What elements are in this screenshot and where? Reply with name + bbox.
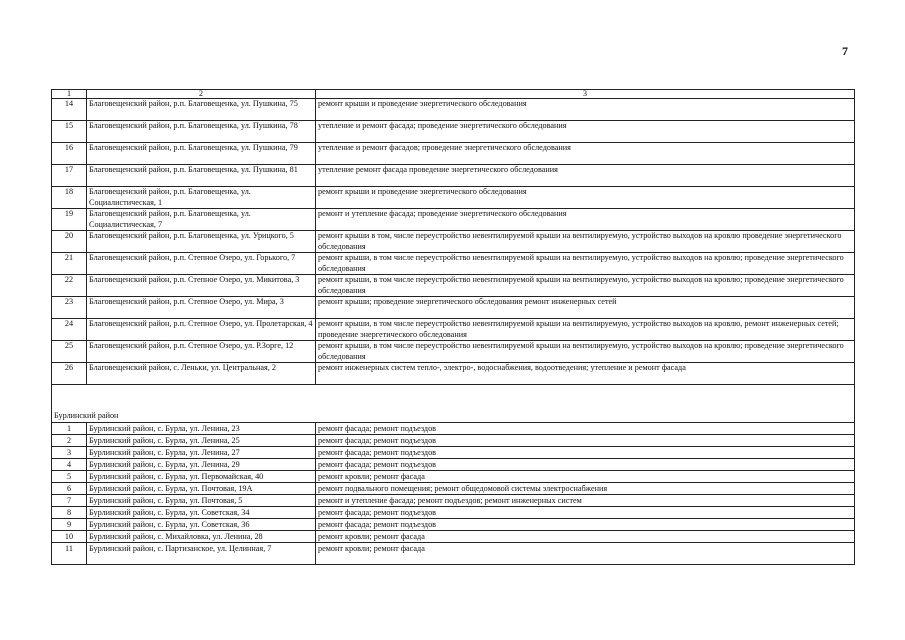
address-cell: Благовещенский район, р.п. Благовещенка, ул. Социалистическая, 7 <box>87 209 316 231</box>
address-cell: Бурлинский район, с. Бурла, ул. Советская, 36 <box>87 518 316 530</box>
table-row <box>52 458 855 470</box>
work-cell: ремонт фасада; ремонт подъездов <box>316 434 855 446</box>
table-row <box>52 297 855 319</box>
address-cell: Благовещенский район, р.п. Степное Озеро, ул. Горького, 7 <box>87 253 316 275</box>
table-row <box>52 231 855 253</box>
address-cell: Благовещенский район, р.п. Степное Озеро, ул. Р.Зорге, 12 <box>87 341 316 363</box>
work-cell: ремонт фасада; ремонт подъездов <box>316 506 855 518</box>
page-number: 7 <box>842 44 848 58</box>
table-row <box>52 446 855 458</box>
address-cell: Благовещенский район, с. Леньки, ул. Центральная, 2 <box>87 363 316 385</box>
table-row <box>52 99 855 121</box>
row-number-cell: 7 <box>52 494 87 506</box>
work-cell: ремонт крыши, в том числе переустройство невентилируемой крыши на вентилируемую, устройство выходов на кровлю, ремонт инженерных сетей; проведение энергетического обследования <box>316 319 855 341</box>
row-number-cell: 16 <box>52 143 87 165</box>
row-number-cell: 17 <box>52 165 87 187</box>
address-cell: Благовещенский район, р.п. Благовещенка, ул. Пушкина, 81 <box>87 165 316 187</box>
header-cell: 3 <box>316 90 855 99</box>
row-number-cell: 15 <box>52 121 87 143</box>
row-number-cell: 14 <box>52 99 87 121</box>
address-cell: Благовещенский район, р.п. Степное Озеро, ул. Микитова, 3 <box>87 275 316 297</box>
work-cell: ремонт фасада; ремонт подъездов <box>316 458 855 470</box>
work-cell: ремонт фасада; ремонт подъездов <box>316 446 855 458</box>
table-row <box>52 187 855 209</box>
row-number-cell: 6 <box>52 482 87 494</box>
row-number-cell: 23 <box>52 297 87 319</box>
address-cell: Бурлинский район, с. Бурла, ул. Ленина, 29 <box>87 458 316 470</box>
row-number-cell: 11 <box>52 542 87 564</box>
work-cell: утепление и ремонт фасада; проведение энергетического обследования <box>316 121 855 143</box>
address-cell: Бурлинский район, с. Михайловка, ул. Ленина, 28 <box>87 530 316 542</box>
row-number-cell: 1 <box>52 422 87 434</box>
district-heading-row <box>52 411 855 422</box>
table-row <box>52 121 855 143</box>
work-cell: ремонт фасада; ремонт подъездов <box>316 422 855 434</box>
row-number-cell: 20 <box>52 231 87 253</box>
table-row <box>52 209 855 231</box>
table-row <box>52 482 855 494</box>
table-row <box>52 319 855 341</box>
address-cell: Бурлинский район, с. Бурла, ул. Первомайская, 40 <box>87 470 316 482</box>
table-row <box>52 341 855 363</box>
work-cell: ремонт и утепление фасада; проведение энергетического обследования <box>316 209 855 231</box>
row-number-cell: 18 <box>52 187 87 209</box>
address-cell: Благовещенский район, р.п. Благовещенка, ул. Пушкина, 78 <box>87 121 316 143</box>
work-cell: ремонт крыши, в том числе переустройство невентилируемой крыши на вентилируемую, устройство выходов на кровлю; проведение энергетического обследования <box>316 253 855 275</box>
work-cell: утепление и ремонт фасадов; проведение энергетического обследования <box>316 143 855 165</box>
row-number-cell: 2 <box>52 434 87 446</box>
row-number-cell: 10 <box>52 530 87 542</box>
table-header-row <box>52 90 855 99</box>
spacer-cell <box>52 385 855 412</box>
address-cell: Бурлинский район, с. Бурла, ул. Советская, 34 <box>87 506 316 518</box>
row-number-cell: 21 <box>52 253 87 275</box>
address-cell: Бурлинский район, с. Партизанское, ул. Целинная, 7 <box>87 542 316 564</box>
repair-program-table <box>51 89 855 565</box>
work-cell: ремонт крыши; проведение энергетического обследования ремонт инженерных сетей <box>316 297 855 319</box>
work-cell: ремонт крыши и проведение энергетического обследования <box>316 187 855 209</box>
table-row <box>52 422 855 434</box>
work-cell: ремонт кровли; ремонт фасада <box>316 470 855 482</box>
table-row <box>52 470 855 482</box>
district-title: Бурлинский район <box>52 411 855 422</box>
row-number-cell: 26 <box>52 363 87 385</box>
table-row <box>52 434 855 446</box>
header-cell: 2 <box>87 90 316 99</box>
row-number-cell: 5 <box>52 470 87 482</box>
address-cell: Бурлинский район, с. Бурла, ул. Почтовая, 5 <box>87 494 316 506</box>
row-number-cell: 4 <box>52 458 87 470</box>
table-row <box>52 275 855 297</box>
work-cell: утепление ремонт фасада проведение энергетического обследования <box>316 165 855 187</box>
work-cell: ремонт крыши, в том числе переустройство невентилируемой крыши на вентилируемую, устройство выходов на кровлю; проведение энергетического обследования <box>316 341 855 363</box>
address-cell: Благовещенский район, р.п. Степное Озеро, ул. Мира, 3 <box>87 297 316 319</box>
row-number-cell: 9 <box>52 518 87 530</box>
table-row <box>52 530 855 542</box>
address-cell: Благовещенский район, р.п. Благовещенка, ул. Пушкина, 75 <box>87 99 316 121</box>
table-row <box>52 253 855 275</box>
address-cell: Бурлинский район, с. Бурла, ул. Ленина, 23 <box>87 422 316 434</box>
table-row <box>52 165 855 187</box>
address-cell: Бурлинский район, с. Бурла, ул. Ленина, 27 <box>87 446 316 458</box>
work-cell: ремонт крыши, в том числе переустройство невентилируемой крыши на вентилируемую, устройство выходов на кровлю; проведение энергетического обследования <box>316 275 855 297</box>
address-cell: Благовещенский район, р.п. Благовещенка, ул. Урицкого, 5 <box>87 231 316 253</box>
work-cell: ремонт инженерных систем тепло-, электро-, водоснабжения, водоотведения; утепление и ремонт фасада <box>316 363 855 385</box>
table-row <box>52 506 855 518</box>
address-cell: Благовещенский район, р.п. Благовещенка, ул. Социалистическая, 1 <box>87 187 316 209</box>
address-cell: Бурлинский район, с. Бурла, ул. Ленина, 25 <box>87 434 316 446</box>
header-cell: 1 <box>52 90 87 99</box>
work-cell: ремонт фасада; ремонт подъездов <box>316 518 855 530</box>
row-number-cell: 3 <box>52 446 87 458</box>
row-number-cell: 22 <box>52 275 87 297</box>
work-cell: ремонт и утепление фасада; ремонт подъездов; ремонт инженерных систем <box>316 494 855 506</box>
table-row <box>52 363 855 385</box>
table-row <box>52 542 855 564</box>
row-number-cell: 24 <box>52 319 87 341</box>
row-number-cell: 8 <box>52 506 87 518</box>
table-row <box>52 143 855 165</box>
work-cell: ремонт крыши и проведение энергетического обследования <box>316 99 855 121</box>
row-number-cell: 19 <box>52 209 87 231</box>
spacer-row <box>52 385 855 412</box>
address-cell: Благовещенский район, р.п. Степное Озеро, ул. Пролетарская, 4 <box>87 319 316 341</box>
work-cell: ремонт кровли; ремонт фасада <box>316 530 855 542</box>
work-cell: ремонт крыши в том, числе переустройство невентилируемой крыши на вентилируемую, устройство выходов на кровлю проведение энергетического обследования <box>316 231 855 253</box>
table-row <box>52 518 855 530</box>
address-cell: Благовещенский район, р.п. Благовещенка, ул. Пушкина, 79 <box>87 143 316 165</box>
work-cell: ремонт кровли; ремонт фасада <box>316 542 855 564</box>
address-cell: Бурлинский район, с. Бурла, ул. Почтовая, 19А <box>87 482 316 494</box>
work-cell: ремонт подвального помещения; ремонт общедомовой системы электроснабжения <box>316 482 855 494</box>
table-row <box>52 494 855 506</box>
row-number-cell: 25 <box>52 341 87 363</box>
